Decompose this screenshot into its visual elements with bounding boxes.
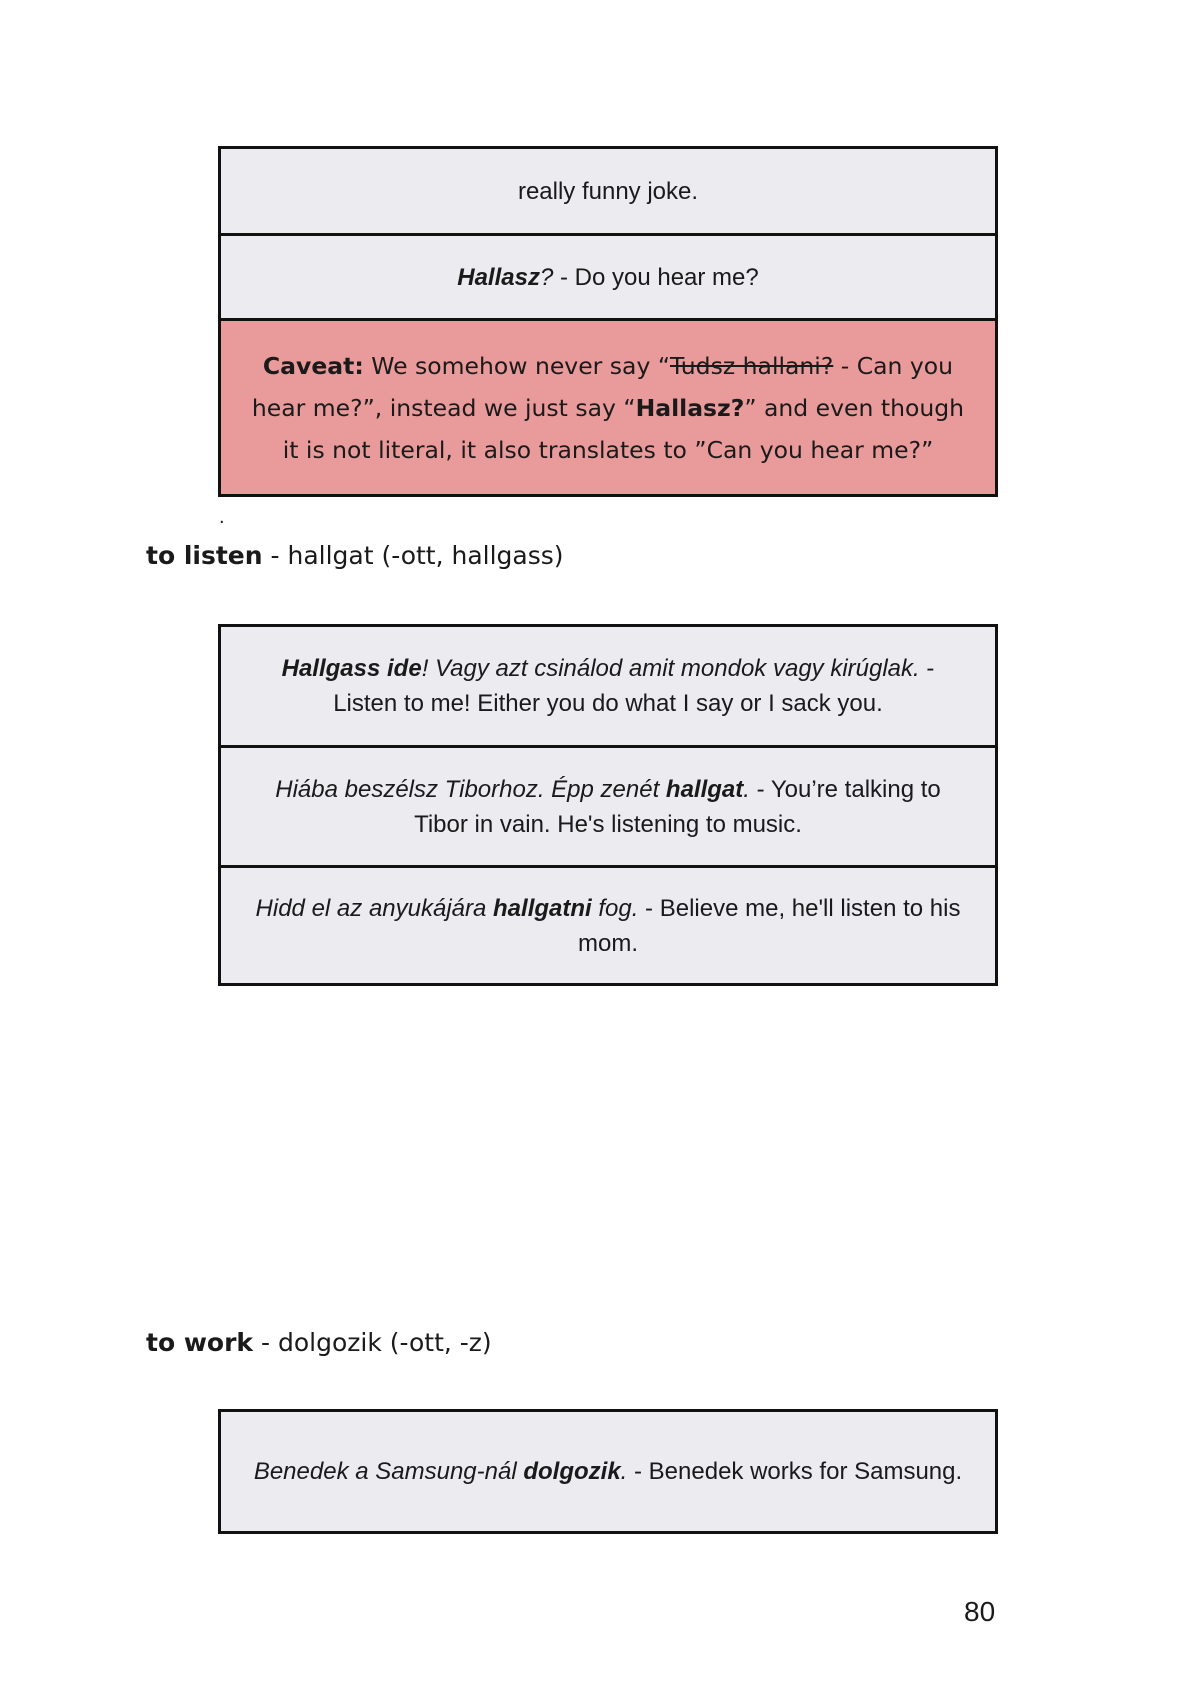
- example-row: [221, 865, 995, 983]
- hungarian-bold: hallgat: [665, 775, 744, 803]
- english-translation: - Do you hear me?: [553, 263, 759, 291]
- hungarian-text: Hidd el az anyukájára: [255, 894, 494, 922]
- example-text: [457, 260, 759, 295]
- example-row: [221, 627, 995, 745]
- caveat-bold-phrase: Hallasz?: [635, 393, 745, 422]
- vocab-entry-work: [146, 1328, 492, 1357]
- caveat-row: [221, 318, 995, 494]
- hungarian-text: ! Vagy azt csinálod amit mondok vagy kirúglak.: [421, 655, 920, 682]
- english-translation: - You’re talking to Tibor in vain. He's listening to music.: [414, 775, 941, 838]
- page-number: 80: [964, 1596, 996, 1627]
- vocab-entry-listen: [146, 541, 564, 570]
- caveat-text: [243, 345, 973, 471]
- example-text: [254, 1454, 962, 1489]
- example-row: [221, 1412, 995, 1531]
- stray-dot: .: [219, 506, 225, 528]
- example-row: [221, 149, 995, 233]
- hungarian-bold: Hallasz: [457, 263, 540, 291]
- english-translation: - Benedek works for Samsung.: [627, 1458, 963, 1485]
- hungarian-bold: hallgatni: [493, 894, 592, 922]
- example-text: [247, 891, 969, 961]
- hungarian-text: .: [620, 1458, 628, 1485]
- caveat-label: Caveat:: [262, 351, 364, 380]
- english-translation: - Listen to me! Either you do what I say or I sack you.: [333, 655, 935, 717]
- hungarian-word: - dolgozik (-ott, -z): [253, 1328, 492, 1357]
- hungarian-bold: Hallgass ide: [281, 655, 422, 682]
- hungarian-text: fog.: [591, 894, 639, 922]
- caveat-text-part: ” and even though it is not literal, it also translates to ”Can you hear me?”: [282, 393, 965, 464]
- struck-phrase: Tudsz hallani?: [670, 351, 834, 380]
- hungarian-text: .: [743, 775, 750, 803]
- example-row: [221, 233, 995, 318]
- example-row: [221, 745, 995, 865]
- english-word: to listen: [146, 541, 263, 570]
- example-table-listen: [218, 624, 998, 986]
- example-text: [247, 772, 969, 842]
- example-text: really funny joke.: [517, 177, 699, 205]
- example-table-hear: [218, 146, 998, 497]
- example-table-work: [218, 1409, 998, 1534]
- english-word: to work: [146, 1328, 254, 1357]
- hungarian-text: Benedek a Samsung-nál: [253, 1458, 524, 1485]
- hungarian-bold: dolgozik: [523, 1458, 621, 1485]
- caveat-text-part: We somehow never say “: [363, 351, 670, 380]
- caveat-text-part: - Can you hear me?”, instead we just say “: [251, 351, 954, 422]
- hungarian-text: Hiába beszélsz Tiborhoz. Épp zenét: [275, 775, 666, 803]
- hungarian-word: - hallgat (-ott, hallgass): [262, 541, 564, 570]
- hungarian-text: ?: [539, 263, 554, 291]
- english-translation: - Believe me, he'll listen to his mom.: [578, 894, 961, 957]
- example-text: [247, 651, 969, 721]
